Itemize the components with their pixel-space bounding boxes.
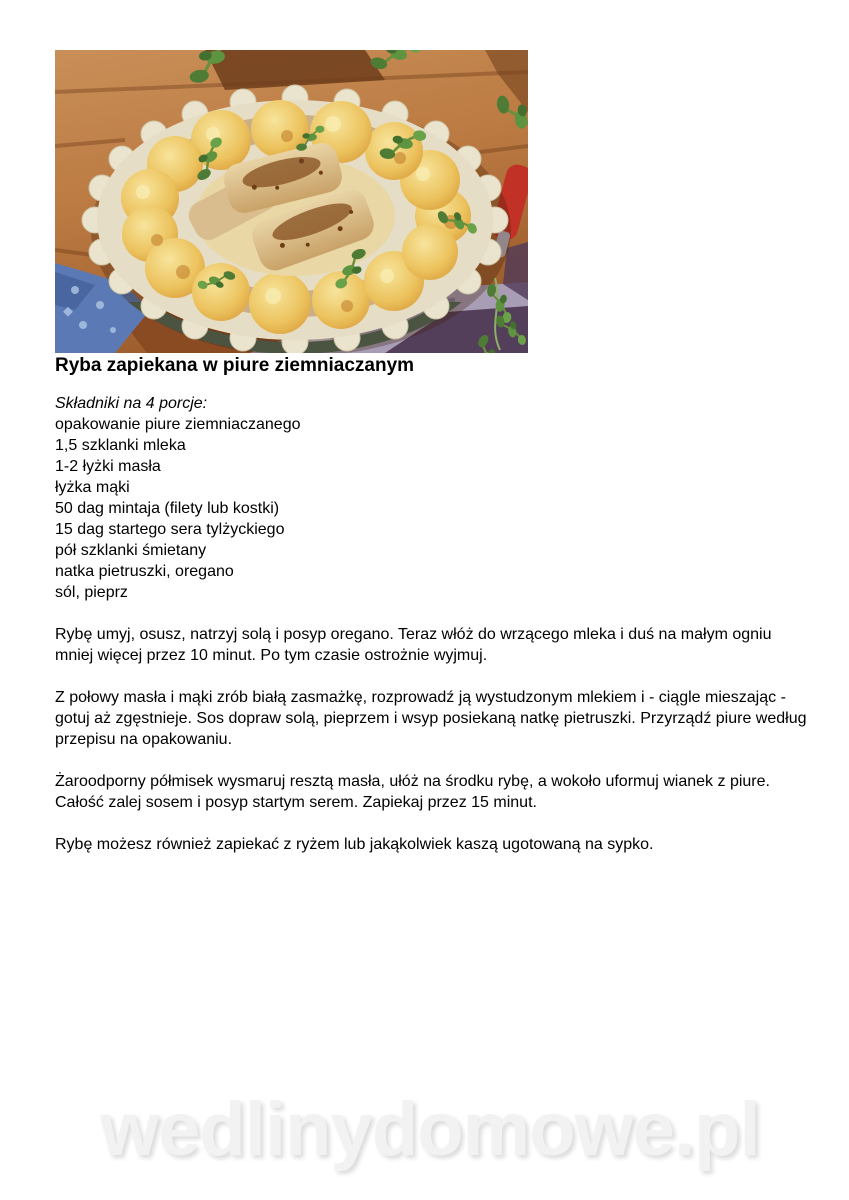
ingredients-heading: Składniki na 4 porcje:	[55, 395, 208, 412]
recipe-content	[55, 393, 811, 855]
ingredient-line: 50 dag mintaja (filety lub kostki)	[55, 500, 280, 517]
ingredient-line: łyżka mąki	[55, 479, 130, 496]
instruction-paragraph: Rybę możesz również zapiekać z ryżem lub jakąkolwiek kaszą ugotowaną na sypko.	[55, 836, 654, 853]
ingredient-line: sól, pieprz	[55, 584, 128, 601]
instruction-paragraph: Z połowy masła i mąki zrób białą zasmażkę, rozprowadź ją wystudzonym mlekiem i - ciągle mieszając - gotuj aż zgęstnieje. Sos dopraw solą, pieprzem i wsyp posiekaną natkę pietruszki. Przyrządź piure według przepisu na opakowaniu.	[55, 689, 807, 748]
recipe-title: Ryba zapiekana w piure ziemniaczanym	[55, 355, 415, 376]
ingredient-line: pół szklanki śmietany	[55, 542, 207, 559]
watermark-text: wedlinydomowe.pl	[100, 1087, 760, 1172]
ingredient-line: opakowanie piure ziemniaczanego	[55, 416, 301, 433]
recipe-photo	[55, 50, 528, 353]
instruction-paragraph: Żaroodporny półmisek wysmaruj resztą masła, ułóż na środku rybę, a wokoło uformuj wianek z piure. Całość zalej sosem i posyp startym serem. Zapiekaj przez 15 minut.	[55, 773, 770, 811]
ingredient-line: natka pietruszki, oregano	[55, 563, 234, 580]
ingredient-line: 1,5 szklanki mleka	[55, 437, 186, 454]
ingredient-line: 1-2 łyżki masła	[55, 458, 161, 475]
instruction-paragraph: Rybę umyj, osusz, natrzyj solą i posyp oregano. Teraz włóż do wrzącego mleka i duś na małym ogniu mniej więcej przez 10 minut. Po tym czasie ostrożnie wyjmuj.	[55, 626, 772, 664]
baked-fish-in-potato-dish-image	[55, 50, 528, 353]
ingredient-line: 15 dag startego sera tylżyckiego	[55, 521, 285, 538]
